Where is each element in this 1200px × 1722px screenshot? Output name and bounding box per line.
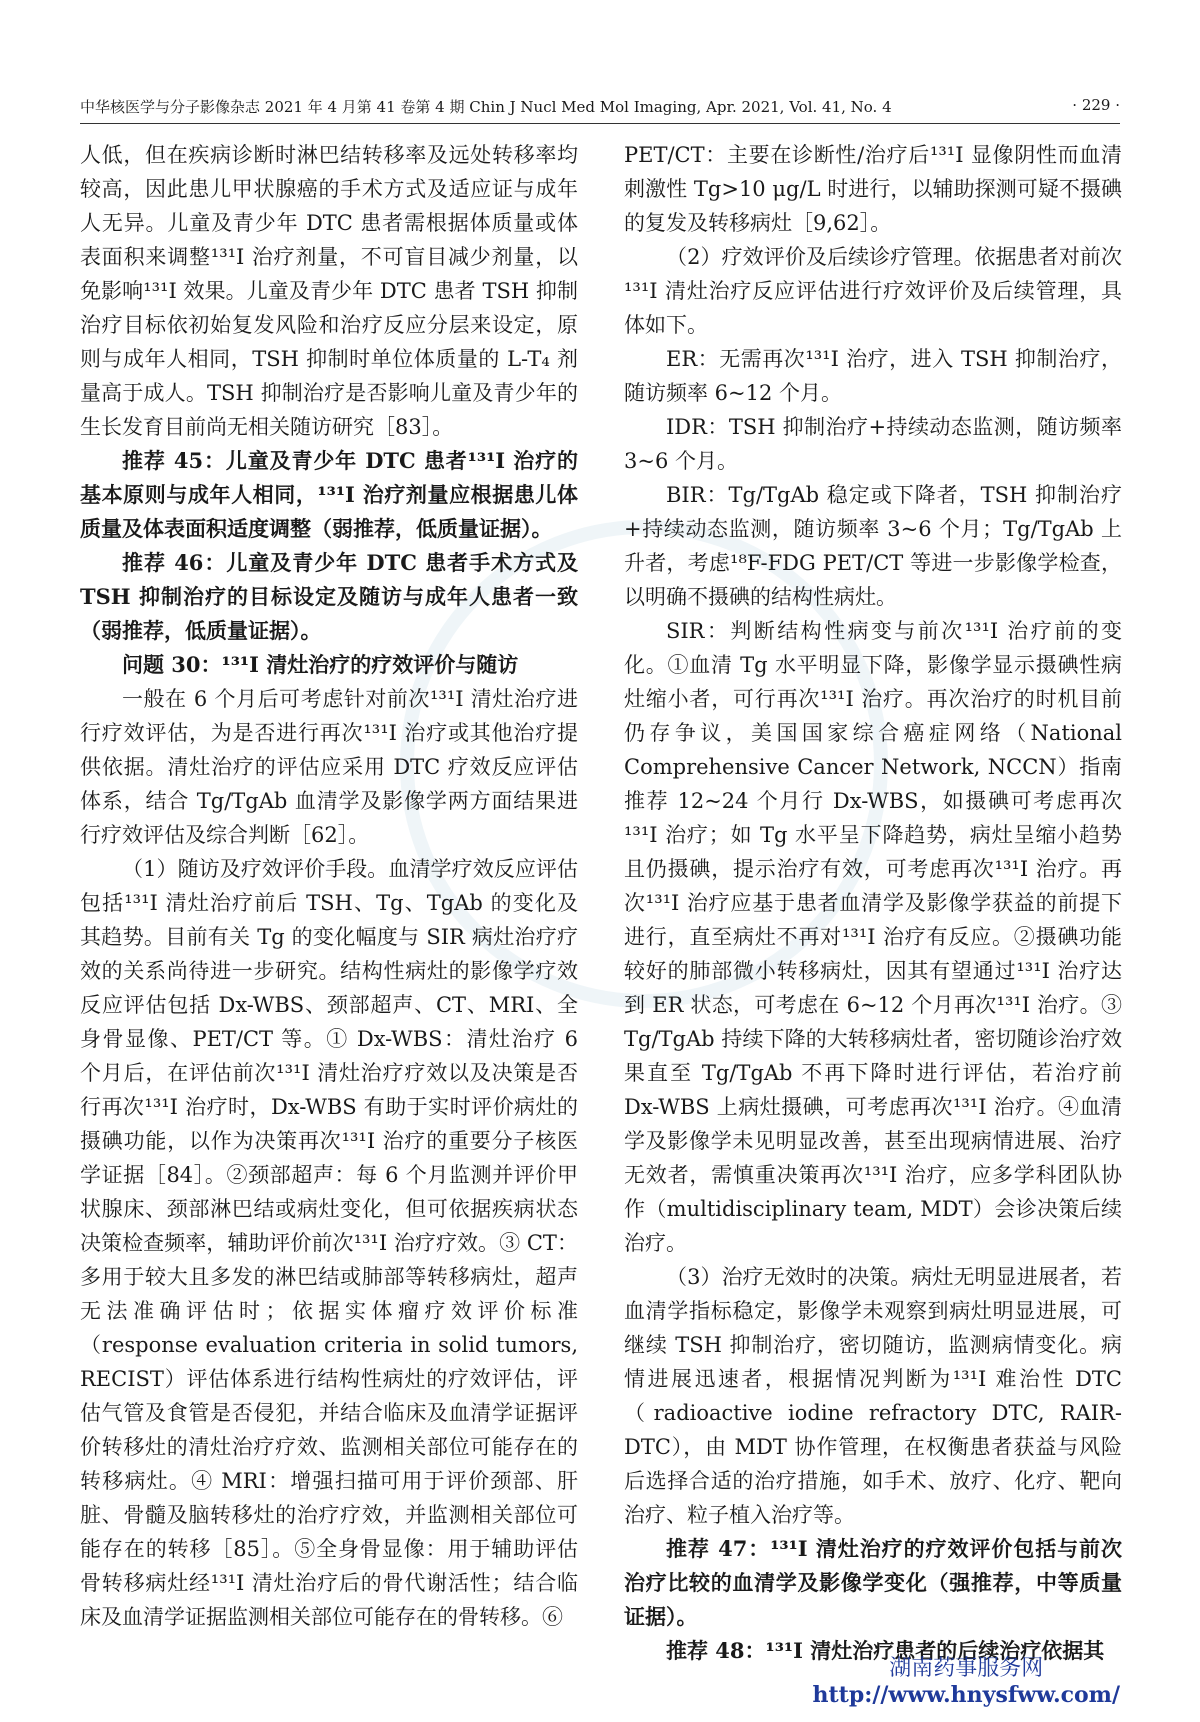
paragraph-er: ER：无需再次¹³¹I 治疗，进入 TSH 抑制治疗，随访频率 6~12 个月。 [624, 347, 1122, 405]
site-footer [813, 1651, 1120, 1708]
recommendation-46: 推荐 46：儿童及青少年 DTC 患者手术方式及 TSH 抑制治疗的目标设定及随访与成年人患者一致（弱推荐，低质量证据）。 [80, 550, 578, 643]
recommendation-48: 推荐 48：¹³¹I 清灶治疗患者的后续治疗依据其 [666, 1638, 1105, 1663]
paragraph-sir: SIR：判断结构性病变与前次¹³¹I 治疗前的变化。①血清 Tg 水平明显下降，影像学显示摄碘性病灶缩小者，可行再次¹³¹I 治疗。再次治疗的时机目前仍存争议，美国国家综合癌症网络（National Comprehensive Cancer Network, NCCN）指南推荐 12~24 个月行 Dx-WBS，如摄碘可考虑再次¹³¹I 治疗；如 Tg 水平呈下降趋势，病灶呈缩小趋势且仍摄碘，提示治疗有效，可考虑再次¹³¹I 治疗。再次¹³¹I 治疗应基于患者血清学及影像学获益的前提下进行，直至病灶不再对¹³¹I 治疗有反应。②摄碘功能较好的肺部微小转移病灶，因其有望通过¹³¹I 治疗达到 ER 状态，可考虑在 6~12 个月再次¹³¹I 治疗。③ Tg/TgAb 持续下降的大转移病灶者，密切随诊治疗效果直至 Tg/TgAb 不再下降时进行评估，若治疗前 Dx-WBS 上病灶摄碘，可考虑再次¹³¹I 治疗。④血清学及影像学未见明显改善，甚至出现病情进展、治疗无效者，需慎重决策再次¹³¹I 治疗，应多学科团队协作（multidisciplinary team, MDT）会诊决策后续治疗。 [624, 619, 1122, 1255]
paragraph: 一般在 6 个月后可考虑针对前次¹³¹I 清灶治疗进行疗效评估，为是否进行再次¹³¹I 治疗或其他治疗提供依据。清灶治疗的评估应采用 DTC 疗效反应评估体系，结合 Tg/TgAb 血清学及影像学两方面结果进行疗效评估及综合判断［62］。 [80, 687, 578, 847]
paragraph-bir: BIR：Tg/TgAb 稳定或下降者，TSH 抑制治疗+持续动态监测，随访频率 3~6 个月；Tg/TgAb 上升者，考虑¹⁸F-FDG PET/CT 等进一步影像学检查，以明确不摄碘的结构性病灶。 [624, 483, 1122, 609]
paragraph: （1）随访及疗效评价手段。血清学疗效反应评估包括¹³¹I 清灶治疗前后 TSH、Tg、TgAb 的变化及其趋势。目前有关 Tg 的变化幅度与 SIR 病灶治疗疗效的关系尚待进一步研究。结构性病灶的影像学疗效反应评估包括 Dx-WBS、颈部超声、CT、MRI、全身骨显像、PET/CT 等。① Dx-WBS：清灶治疗 6 个月后，在评估前次¹³¹I 清灶治疗疗效以及决策是否行再次¹³¹I 治疗时，Dx-WBS 有助于实时评价病灶的摄碘功能，以作为决策再次¹³¹I 治疗的重要分子核医学证据［84］。②颈部超声：每 6 个月监测并评价甲状腺床、颈部淋巴结或病灶变化，但可依据疾病状态决策检查频率，辅助评价前次¹³¹I 治疗疗效。③ CT：多用于较大且多发的淋巴结或肺部等转移病灶，超声无法准确评估时；依据实体瘤疗效评价标准（response evaluation criteria in solid tumors, RECIST）评估体系进行结构性病灶的疗效评估，评估气管及食管是否侵犯，并结合临床及血清学证据评价转移灶的清灶治疗疗效、监测相关部位可能存在的转移病灶。④ MRI：增强扫描可用于评价颈部、肝脏、骨髓及脑转移灶的治疗疗效，并监测相关部位可能存在的转移［85］。⑤全身骨显像：用于辅助评估骨转移病灶经¹³¹I 清灶治疗后的骨代谢活性；结合临床及血清学证据监测相关部位可能存在的骨转移。⑥ [80, 857, 578, 1629]
paragraph-idr: IDR：TSH 抑制治疗+持续动态监测，随访频率 3~6 个月。 [624, 415, 1122, 473]
running-header [80, 96, 1120, 124]
right-column [624, 138, 1122, 1668]
recommendation-45: 推荐 45：儿童及青少年 DTC 患者¹³¹I 治疗的基本原则与成年人相同，¹³¹I 治疗剂量应根据患儿体质量及体表面积适度调整（弱推荐，低质量证据）。 [80, 448, 578, 541]
paragraph: （3）治疗无效时的决策。病灶无明显进展者，若血清学指标稳定，影像学未观察到病灶明显进展，可继续 TSH 抑制治疗，密切随访，监测病情变化。病情进展迅速者，根据情况判断为¹³¹I 难治性 DTC（radioactive iodine refractory DTC, RAIR-DTC），由 MDT 协作管理，在权衡患者获益与风险后选择合适的治疗措施，如手术、放疗、化疗、靶向治疗、粒子植入治疗等。 [624, 1265, 1122, 1527]
paragraph: 人低，但在疾病诊断时淋巴结转移率及远处转移率均较高，因此患儿甲状腺癌的手术方式及适应证与成年人无异。儿童及青少年 DTC 患者需根据体质量或体表面积来调整¹³¹I 治疗剂量，不可盲目减少剂量，以免影响¹³¹I 效果。儿童及青少年 DTC 患者 TSH 抑制治疗目标依初始复发风险和治疗反应分层来设定，原则与成年人相同，TSH 抑制时单位体质量的 L-T₄ 剂量高于成人。TSH 抑制治疗是否影响儿童及青少年的生长发育目前尚无相关随访研究［83］。 [80, 143, 578, 439]
question-30-heading: 问题 30：¹³¹I 清灶治疗的疗效评价与随访 [122, 652, 519, 677]
recommendation-47: 推荐 47：¹³¹I 清灶治疗的疗效评价包括与前次治疗比较的血清学及影像学变化（强推荐，中等质量证据）。 [624, 1536, 1122, 1629]
paragraph: （2）疗效评价及后续诊疗管理。依据患者对前次¹³¹I 清灶治疗反应评估进行疗效评价及后续管理，具体如下。 [624, 245, 1122, 337]
journal-citation: 中华核医学与分子影像杂志 2021 年 4 月第 41 卷第 4 期 Chin J Nucl Med Mol Imaging, Apr. 2021, Vol. 41, No. 4 [80, 98, 892, 116]
page-number: · 229 · [1072, 96, 1120, 114]
site-url[interactable]: http://www.hnysfww.com/ [812, 1682, 1120, 1708]
paragraph: PET/CT：主要在诊断性/治疗后¹³¹I 显像阴性而血清刺激性 Tg>10 μg/L 时进行，以辅助探测可疑不摄碘的复发及转移病灶［9,62］。 [624, 143, 1122, 235]
site-name: 湖南药事服务网 [889, 1656, 1044, 1681]
left-column [80, 138, 578, 1634]
